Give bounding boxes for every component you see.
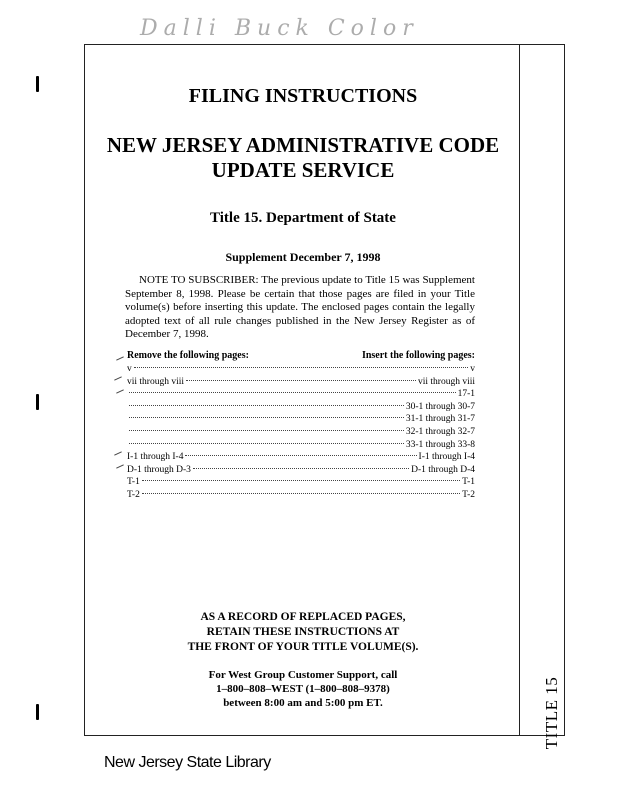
insert-pages: I-1 through I-4 [418,452,475,463]
supplement-date: Supplement December 7, 1998 [225,250,381,264]
remove-pages: T-2 [127,489,140,500]
code-title [85,133,521,183]
remove-column-header: Remove the following pages: [127,350,249,361]
library-stamp: New Jersey State Library [104,754,271,771]
list-item [127,413,475,426]
remove-pages: I-1 through I-4 [127,452,184,463]
page-list [127,363,475,502]
insert-pages: vii through viii [418,376,475,387]
dot-leader [142,480,460,481]
support-line: 1–800–808–WEST (1–800–808–9378) [216,683,390,695]
dot-leader [185,455,416,456]
dot-leader [193,468,409,469]
list-item [127,388,475,401]
insert-column-header: Insert the following pages: [361,350,475,361]
code-title-line-1: NEW JERSEY ADMINISTRATIVE CODE [106,133,500,157]
handwritten-note: Dalli Buck Color [140,16,419,41]
list-item [127,401,475,414]
remove-pages: vii through viii [127,376,184,387]
insert-pages: 32-1 through 32-7 [405,426,475,437]
list-item [127,363,475,376]
record-notice-line: AS A RECORD OF REPLACED PAGES, [200,611,406,623]
title-tab [519,45,564,750]
list-item [127,476,475,489]
dot-leader [129,405,404,406]
document-frame [84,44,565,750]
list-item [127,464,475,477]
punch-hole [36,76,39,92]
document-body [85,45,521,735]
insert-pages: 33-1 through 33-8 [405,439,475,450]
punch-hole [36,704,39,720]
punch-hole [36,394,39,410]
remove-pages: v [127,364,132,374]
list-item [127,451,475,464]
support-line: between 8:00 am and 5:00 pm ET. [223,697,383,709]
dot-leader [134,367,469,368]
dot-leader [142,493,460,494]
dot-leader [129,443,404,444]
customer-support [85,668,521,710]
page-list-header [127,350,475,361]
insert-pages: T-2 [462,489,475,500]
title-heading: Title 15. Department of State [210,210,396,226]
remove-pages: D-1 through D-3 [127,464,191,475]
insert-pages: D-1 through D-4 [411,464,475,475]
code-title-line-2: UPDATE SERVICE [211,158,395,182]
tab-label: TITLE 15 [542,676,561,750]
support-line: For West Group Customer Support, call [208,669,398,681]
insert-pages: 31-1 through 31-7 [405,414,475,425]
record-notice [85,610,521,655]
list-item [127,426,475,439]
insert-pages: T-1 [462,477,475,488]
page-title: FILING INSTRUCTIONS [188,85,418,107]
insert-pages: 30-1 through 30-7 [405,401,475,412]
insert-pages: 17-1 [457,389,475,400]
record-notice-line: RETAIN THESE INSTRUCTIONS AT [206,626,400,638]
record-notice-line: THE FRONT OF YOUR TITLE VOLUME(S). [187,641,419,653]
list-item [127,489,475,502]
dot-leader [129,430,404,431]
dot-leader [129,392,456,393]
subscriber-note: NOTE TO SUBSCRIBER: The previous update to Title 15 was Supplement September 8, 1998. Please be certain that those pages are filed in your Title volume(s) before inserting this update. The enclosed pages contain the legally adopted text of all rule changes published in the New Jersey Register as of December 7, 1998. [125,274,475,341]
list-item [127,439,475,452]
list-item [127,376,475,389]
dot-leader [186,380,416,381]
dot-leader [129,417,404,418]
remove-pages: T-1 [127,477,140,488]
insert-pages: v [470,364,475,374]
